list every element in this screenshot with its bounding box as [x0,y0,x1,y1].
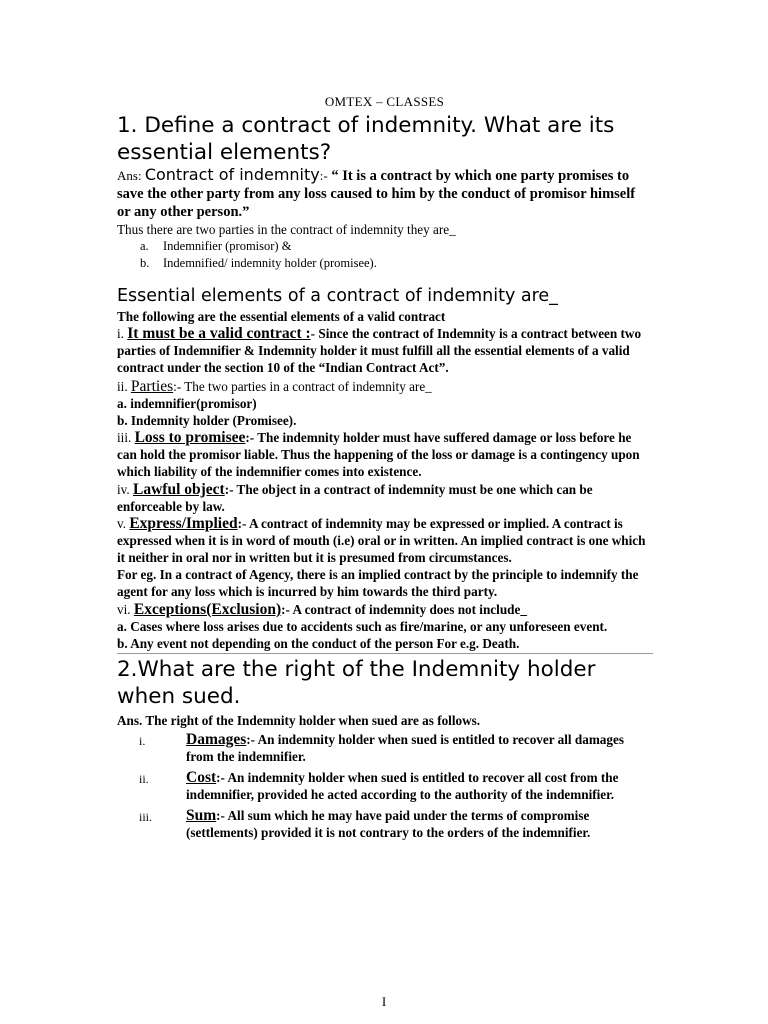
element-number: i. [117,326,124,341]
list-item [117,238,652,255]
page-header: OMTEX – CLASSES [324,94,445,109]
element-title: Lawful object [133,481,225,498]
essential-intro: The following are the essential elements of a valid contract [117,309,446,324]
element-title: Parties [130,378,174,395]
answer-prefix: Ans: [117,168,142,183]
element-number: iv. [117,482,130,497]
element-separator: - [310,326,316,341]
right-title: Sum [186,807,217,824]
element-title: Exceptions(Exclusion) [133,601,282,618]
question-2-heading: 2.What are the right of the Indemnity holder when sued. [117,657,596,709]
element-lawful-object [117,481,652,515]
element-exceptions-b: b. Any event not depending on the conduct of the person For e.g. Death. [117,636,520,651]
answer-2-intro: Ans. The right of the Indemnity holder when sued are as follows. [117,713,481,728]
question-1-heading: 1. Define a contract of indemnity. What are its essential elements? [117,113,615,165]
element-express-implied-example: For eg. In a contract of Agency, there is an implied contract by the principle to indemnify the agent for any loss which is incurred by him towards the third party. [117,567,639,599]
list-text: Indemnifier (promisor) & [163,239,292,253]
divider [117,653,653,654]
element-text: Since the contract of Indemnity is a contract between two parties of Indemnifier & Indemnity holder it must fulfill all the essential elements of a valid contract under the section 10 of the “Indian Contract Act”. [117,326,642,375]
element-separator: :- [237,516,247,531]
list-item [117,807,652,841]
element-loss-to-promisee [117,429,652,480]
element-text: The indemnity holder must have suffered damage or loss before he can hold the promisor liable. Thus the happening of the loss or damage is a contingency upon which liability of the indemnifier comes into existence. [117,430,640,479]
element-exceptions [117,601,652,618]
element-number: vi. [117,602,131,617]
list-item [117,731,652,765]
document-page [117,94,652,845]
element-valid-contract [117,325,652,376]
element-title: Express/Implied [129,515,238,532]
right-text: An indemnity holder when sued is entitled to recover all damages from the indemnifier. [186,732,624,764]
right-text: An indemnity holder when sued is entitled to recover all cost from the indemnifier, provided he acted according to the authority of the indemnifier. [186,770,619,802]
element-title: Loss to promisee [134,429,246,446]
right-separator: :- [216,770,225,785]
right-separator: :- [246,732,256,747]
list-marker: ii. [139,772,149,786]
list-text: Indemnified/ indemnity holder (promisee). [163,256,377,270]
page-number: I [381,994,387,1009]
right-title: Cost [186,769,217,786]
rights-list [117,731,652,841]
element-number: v. [117,516,127,531]
list-item [117,769,652,803]
element-separator: :- [173,379,182,394]
right-separator: :- [216,808,225,823]
right-title: Damages [186,731,247,748]
element-exceptions-a: a. Cases where loss arises due to accidents such as fire/marine, or any unforeseen event. [117,619,608,634]
element-number: iii. [117,430,132,445]
answer-1 [117,166,652,221]
list-item [117,255,652,272]
element-separator: :- [281,602,290,617]
element-separator: :- [224,482,234,497]
element-parties-a: a. indemnifier(promisor) [117,396,257,411]
term-separator: :- [319,168,328,183]
element-text: The object in a contract of indemnity must be one which can be enforceable by law. [117,482,593,514]
element-text: The two parties in a contract of indemnity are_ [181,379,432,394]
parties-list [117,238,652,272]
element-parties-b: b. Indemnity holder (Promisee). [117,413,297,428]
right-text: All sum which he may have paid under the terms of compromise (settlements) provided it is not contrary to the orders of the indemnifier. [186,808,591,840]
list-marker: iii. [139,810,153,824]
element-number: ii. [117,379,128,394]
element-title: It must be a valid contract : [127,325,311,342]
list-marker: b. [140,256,150,270]
element-separator: :- [245,430,255,445]
definition-quote: “ It is a contract by which one party promises to save the other party from any loss caused to him by the conduct of promisor himself or any other person.” [117,168,636,220]
element-parties [117,378,652,395]
parties-intro: Thus there are two parties in the contract of indemnity they are_ [117,222,456,237]
list-marker: a. [140,239,149,253]
term-contract-of-indemnity: Contract of indemnity [144,165,320,184]
element-text: A contract of indemnity does not include_ [289,602,527,617]
element-text: A contract of indemnity may be expressed or implied. A contract is expressed when it is in word of mouth (i.e) oral or in written. An implied contract is one which it neither in oral nor in written but it is presumed from circumstances. [117,516,646,565]
element-express-implied [117,515,652,566]
list-marker: i. [139,734,146,748]
essential-elements-heading: Essential elements of a contract of indemnity are_ [117,286,558,306]
